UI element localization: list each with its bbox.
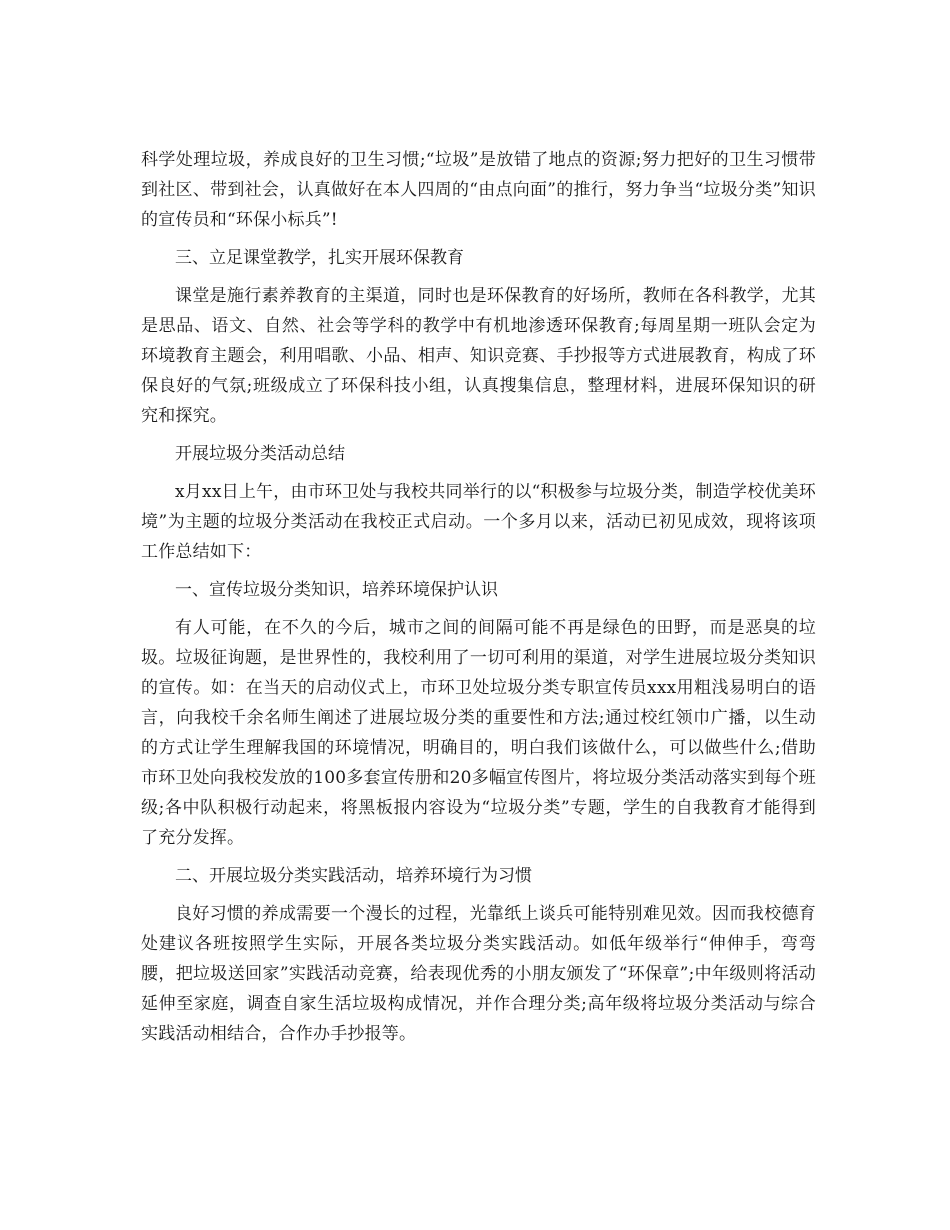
paragraph-intro: x月xx日上午，由市环卫处与我校共同举行的以“积极参与垃圾分类，制造学校优美环境”为主题的垃圾分类活动在我校正式启动。一个多月以来，活动已初见成效，现将该项工作总结如下： (141, 482, 816, 562)
paragraph-publicity: 有人可能，在不久的今后，城市之间的间隔可能不再是绿色的田野，而是恶臭的垃圾。垃圾征询题，是世界性的，我校利用了一切可利用的渠道，对学生进展垃圾分类知识的宣传。如：在当天的启动仪式上，市环卫处垃圾分类专职宣传员xxx用粗浅易明白的语言，向我校千余名师生阐述了进展垃圾分类的重要性和方法;通过校红领巾广播，以生动的方式让学生理解我国的环境情况，明确目的，明白我们该做什么，可以做些什么;借助市环卫处向我校发放的100多套宣传册和20多幅宣传图片，将垃圾分类活动落实到每个班级;各中队积极行动起来，将黑板报内容设为“垃圾分类”专题，学生的自我教育才能得到了充分发挥。 (141, 618, 816, 848)
section-heading-publicity: 一、宣传垃圾分类知识，培养环境保护认识 (175, 580, 498, 600)
paragraph-continued: 科学处理垃圾，养成良好的卫生习惯;“垃圾”是放错了地点的资源;努力把好的卫生习惯带到社区、带到社会，认真做好在本人四周的“由点向面”的推行，努力争当“垃圾分类”知识的宣传员和“环保小标兵”! (141, 150, 816, 230)
section-heading-summary-title: 开展垃圾分类活动总结 (175, 444, 345, 464)
paragraph-practice: 良好习惯的养成需要一个漫长的过程，光靠纸上谈兵可能特别难见效。因而我校德育处建议各班按照学生实际，开展各类垃圾分类实践活动。如低年级举行“伸伸手，弯弯腰，把垃圾送回家”实践活动竞赛，给表现优秀的小朋友颁发了“环保章”;中年级则将活动延伸至家庭，调查自家生活垃圾构成情况，并作合理分类;高年级将垃圾分类活动与综合实践活动相结合，合作办手抄报等。 (141, 904, 816, 1044)
section-heading-classroom: 三、立足课堂教学，扎实开展环保教育 (175, 248, 464, 268)
section-heading-practice: 二、开展垃圾分类实践活动，培养环境行为习惯 (175, 866, 532, 886)
paragraph-classroom: 课堂是施行素养教育的主渠道，同时也是环保教育的好场所，教师在各科教学，尤其是思品、语文、自然、社会等学科的教学中有机地渗透环保教育;每周星期一班队会定为环境教育主题会，利用唱歌、小品、相声、知识竞赛、手抄报等方式进展教育，构成了环保良好的气氛;班级成立了环保科技小组，认真搜集信息，整理材料，进展环保知识的研究和探究。 (141, 286, 816, 426)
document-body (141, 145, 816, 1057)
